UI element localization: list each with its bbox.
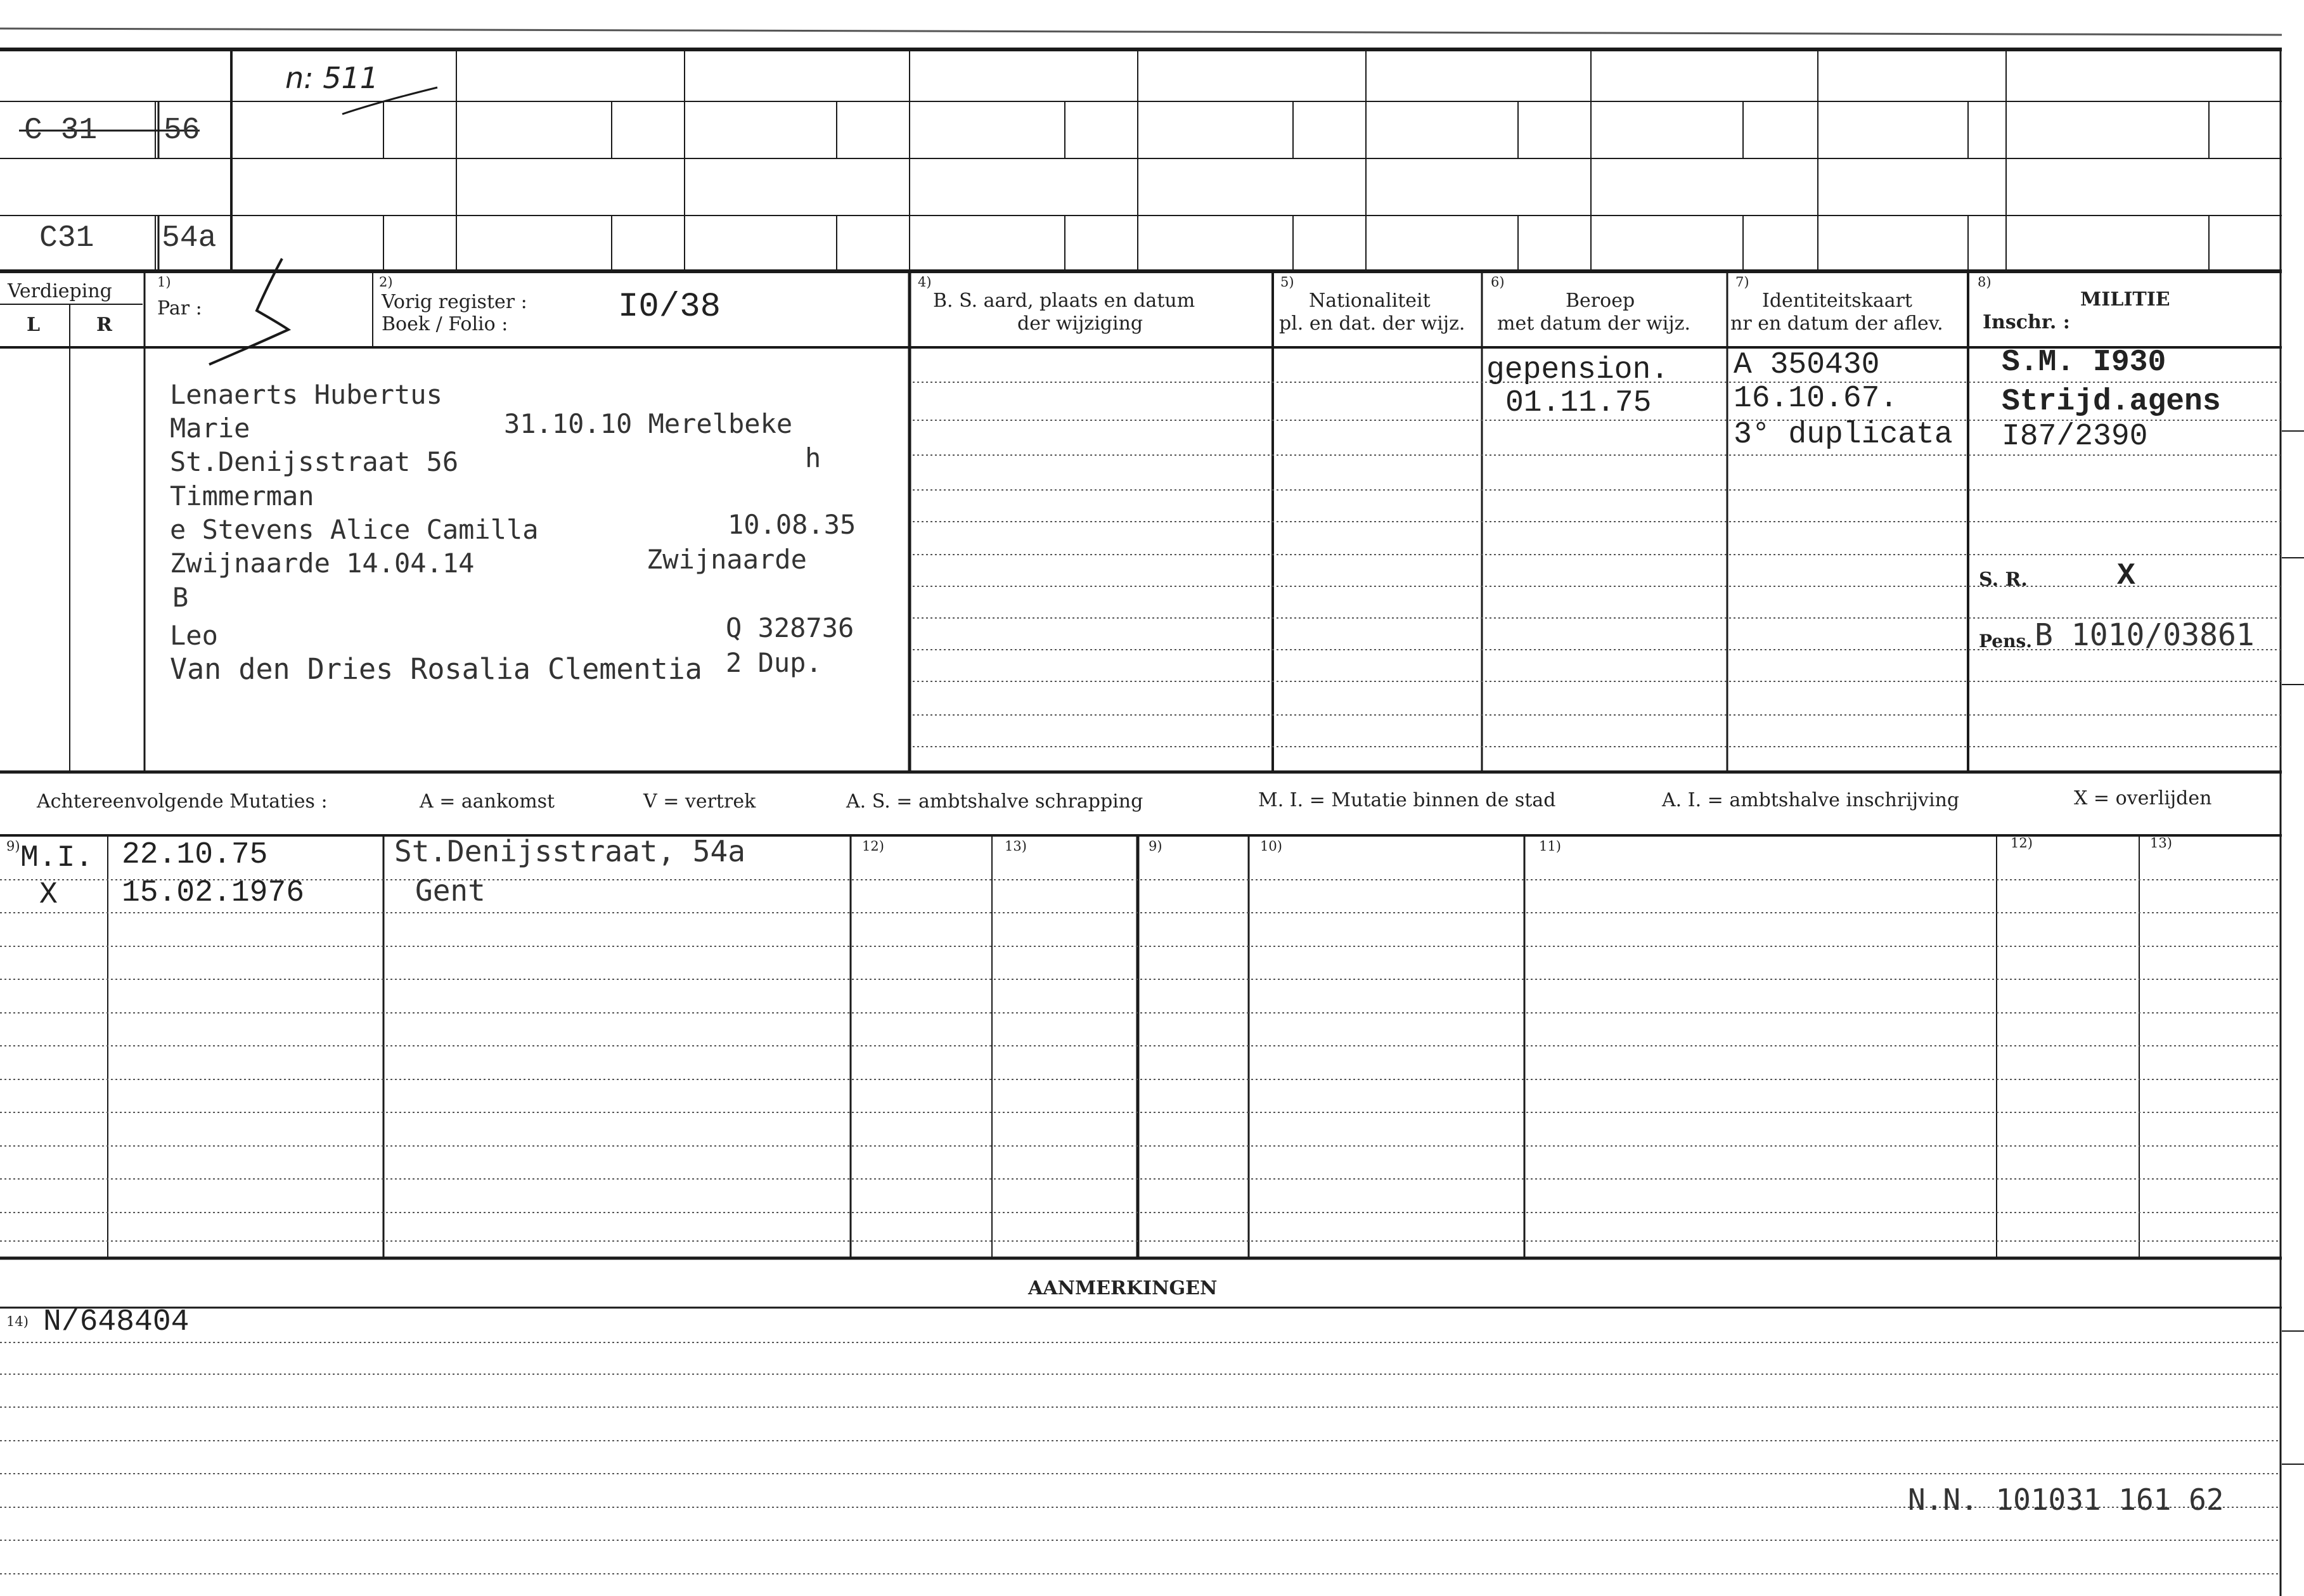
person-h: h	[805, 442, 821, 473]
legend-schrapping: A. S. = ambtshalve schrapping	[846, 790, 1143, 813]
register-value: I0/38	[618, 288, 721, 326]
r-label: R	[96, 314, 112, 336]
col-11-right: 11)	[1539, 839, 1561, 854]
nn-number: N.N. 101031 161 62	[1908, 1483, 2224, 1517]
note-8: 8)	[1978, 274, 1992, 290]
identiteit-header-1: Identiteitskaart	[1762, 290, 1912, 312]
person-occupation: Timmerman	[170, 480, 314, 512]
note-4: 4)	[918, 274, 932, 290]
nationaliteit-header-1: Nationaliteit	[1309, 290, 1431, 312]
legend-aankomst: A = aankomst	[420, 790, 555, 813]
legend-inschrijving: A. I. = ambtshalve inschrijving	[1662, 789, 1960, 811]
mutatie-2-date: 15.02.1976	[122, 876, 305, 910]
col-10-right: 10)	[1260, 839, 1282, 854]
bs-header-1: B. S. aard, plaats en datum	[933, 290, 1195, 312]
spouse-birthplace: Zwijnaarde	[647, 544, 807, 575]
note-2: 2)	[379, 274, 393, 290]
verdieping-label: Verdieping	[8, 280, 112, 302]
pens-value: B 1010/03861	[2035, 617, 2255, 653]
col-12-right: 12)	[2011, 835, 2033, 851]
militie-strijd: Strijd.agens	[2002, 385, 2221, 419]
col-13-left: 13)	[1005, 839, 1027, 854]
legend-mutatie-stad: M. I. = Mutatie binnen de stad	[1258, 789, 1556, 811]
b-mark: B	[172, 582, 189, 613]
beroep-date: 01.11.75	[1505, 386, 1652, 420]
l-label: L	[27, 314, 41, 336]
boek-folio-label: Boek / Folio :	[382, 313, 508, 335]
mutatie-1-date: 22.10.75	[122, 838, 268, 872]
person-name: Lenaerts Hubertus	[170, 379, 442, 410]
mutatie-2-address: Gent	[415, 873, 486, 908]
mutatie-2-type: X	[39, 878, 58, 912]
id-number: A 350430	[1734, 348, 1880, 382]
legend-overlijden: X = overlijden	[2074, 787, 2212, 809]
mutatie-1-type: M.I.	[20, 841, 94, 875]
beroep-header-1: Beroep	[1566, 290, 1635, 312]
legend-vertrek: V = vertrek	[643, 790, 756, 813]
militie-code: I87/2390	[2002, 420, 2148, 454]
nationaliteit-header-2: pl. en dat. der wijz.	[1279, 312, 1465, 335]
person-birth: 31.10.10 Merelbeke	[504, 408, 793, 439]
col-13-right: 13)	[2150, 835, 2172, 851]
id-duplicate: 3° duplicata	[1734, 418, 1953, 452]
marriage-date: 10.08.35	[728, 509, 856, 540]
father-name: Leo	[170, 620, 218, 651]
par-label: Par :	[157, 297, 202, 319]
row1-number: 56	[164, 113, 200, 148]
militie-sm: S.M. I930	[2002, 345, 2166, 380]
mutaties-title: Achtereenvolgende Mutaties :	[37, 790, 328, 813]
note-5: 5)	[1280, 274, 1294, 290]
note-6: 6)	[1491, 274, 1505, 290]
col-9-left: 9)	[6, 839, 20, 854]
row2-code: C31	[39, 221, 94, 255]
mutatie-1-address: St.Denijsstraat, 54a	[394, 834, 745, 868]
id-date: 16.10.67.	[1734, 382, 1898, 416]
note-1: 1)	[157, 274, 171, 290]
person-street: St.Denijsstraat 56	[170, 446, 459, 477]
spouse-birth: Zwijnaarde 14.04.14	[170, 548, 475, 579]
pens-label: Pens.	[1979, 631, 2032, 652]
sr-label: S. R.	[1979, 569, 2028, 591]
row2-number: 54a	[162, 221, 217, 255]
inschr-label: Inschr. :	[1983, 311, 2070, 333]
beroep-header-2: met datum der wijz.	[1497, 312, 1690, 335]
identiteit-header-2: nr en datum der aflev.	[1730, 312, 1943, 335]
beroep-value: gepension.	[1486, 353, 1670, 387]
col-9-right: 9)	[1149, 839, 1162, 854]
note-14: 14)	[6, 1314, 29, 1329]
duplicate-note: 2 Dup.	[726, 647, 822, 678]
q-number: Q 328736	[726, 612, 854, 643]
row1-code: C 31	[24, 113, 98, 148]
note-7: 7)	[1735, 274, 1749, 290]
col-12-left: 12)	[862, 839, 884, 854]
spouse-name: e Stevens Alice Camilla	[170, 514, 539, 545]
militie-header: MILITIE	[2080, 288, 2170, 311]
aanmerking-value: N/648404	[43, 1305, 190, 1339]
vorig-register-label: Vorig register :	[382, 291, 527, 313]
mother-name: Van den Dries Rosalia Clementia	[170, 652, 702, 686]
sr-value: X	[2117, 559, 2135, 593]
bs-header-2: der wijziging	[1017, 312, 1143, 335]
aanmerkingen-title: AANMERKINGEN	[1028, 1277, 1218, 1299]
person-first-name: Marie	[170, 413, 250, 444]
handwritten-reference: n: 511	[285, 61, 379, 95]
